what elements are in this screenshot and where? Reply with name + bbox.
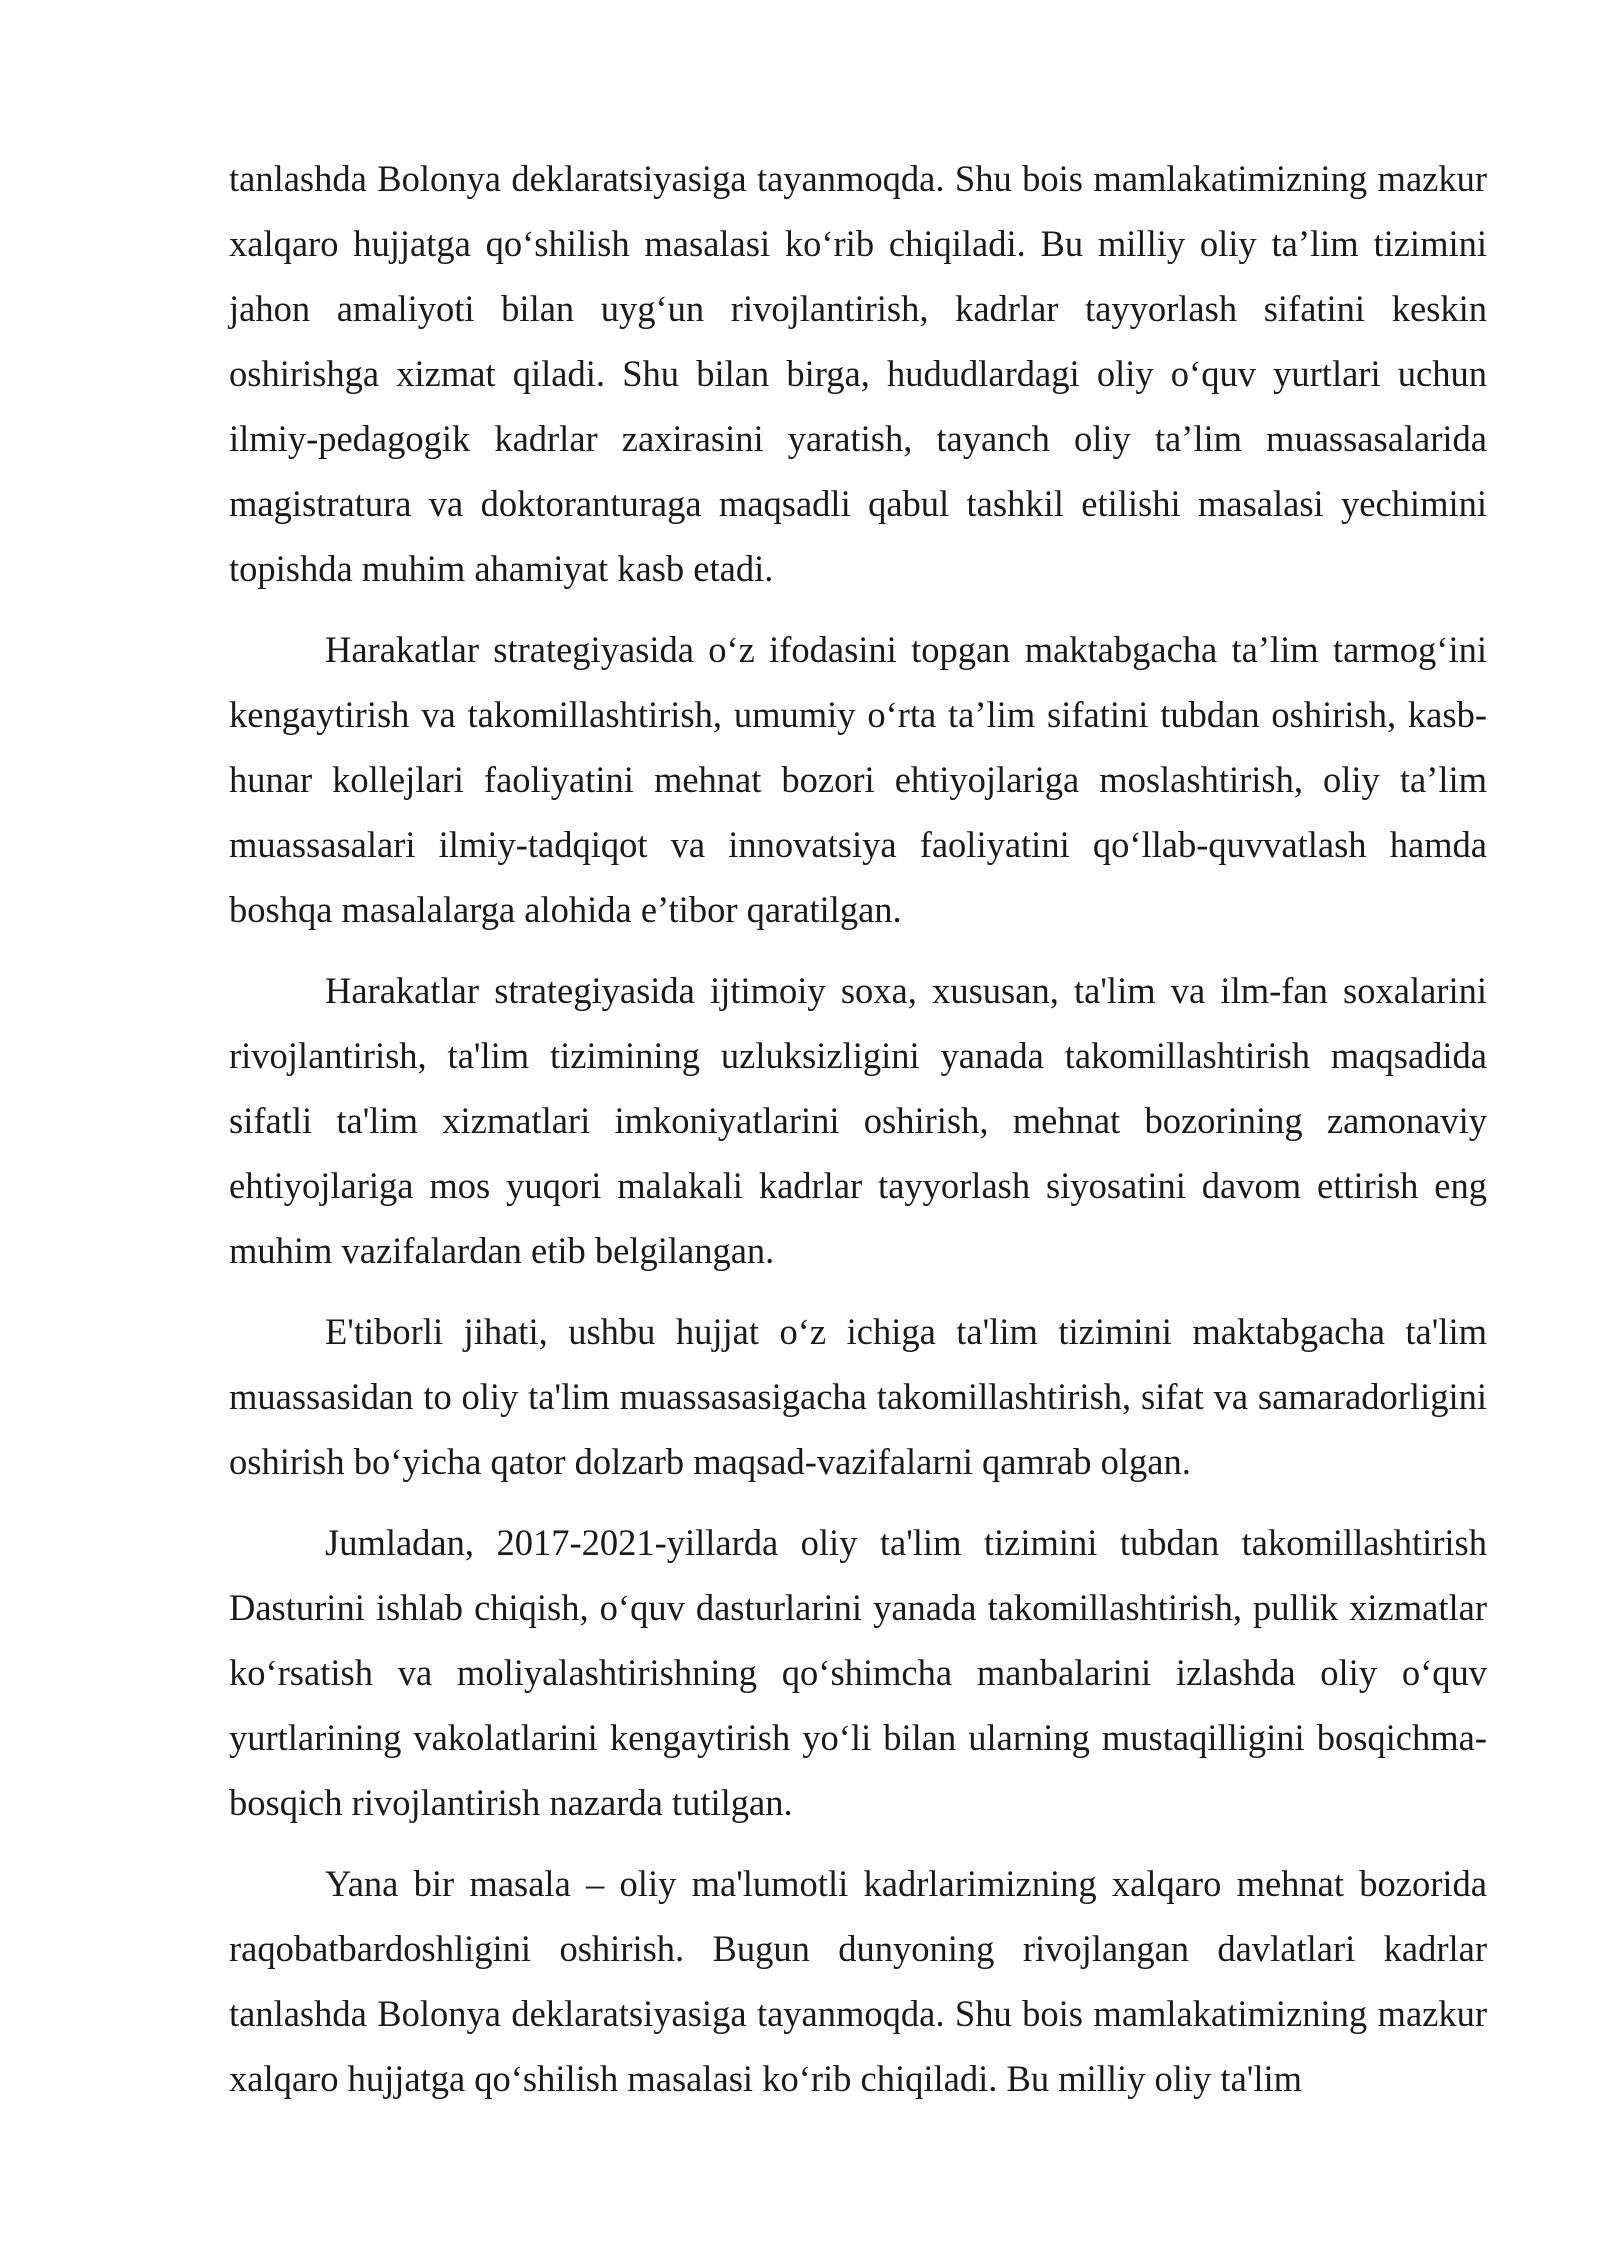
paragraph-continued: tanlashda Bolonya deklaratsiyasiga tayanmoqda. Shu bois mamlakatimizning mazkur xalqaro hujjatga qo‘shilish masalasi ko‘rib chiqiladi. Bu milliy oliy ta’lim tizimini jahon amaliyoti bilan uyg‘un rivojlantirish, kadrlar tayyorlash sifatini keskin oshirishga xizmat qiladi. Shu bilan birga, hududlardagi oliy o‘quv yurtlari uchun ilmiy-pedagogik kadrlar zaxirasini yaratish, tayanch oliy ta’lim muassasalarida magistratura va doktoranturaga maqsadli qabul tashkil etilishi masalasi yechimini topishda muhim ahamiyat kasb etadi. xyxy=(229,158,1487,589)
paragraph: Harakatlar strategiyasida ijtimoiy soxa, xususan, ta'lim va ilm-fan soxalarini rivojlantirish, ta'lim tizimining uzluksizligini yanada takomillashtirish maqsadida sifatli ta'lim xizmatlari imkoniyatlarini oshirish, mehnat bozorining zamonaviy ehtiyojlariga mos yuqori malakali kadrlar tayyorlash siyosatini davom ettirish eng muhim vazifalardan etib belgilangan. xyxy=(229,970,1487,1271)
paragraph: Harakatlar strategiyasida o‘z ifodasini topgan maktabgacha ta’lim tarmog‘ini kengaytirish va takomillashtirish, umumiy o‘rta ta’lim sifatini tubdan oshirish, kasb-hunar kollejlari faoliyatini mehnat bozori ehtiyojlariga moslashtirish, oliy ta’lim muassasalari ilmiy-tadqiqot va innovatsiya faoliyatini qo‘llab-quvvatlash hamda boshqa masalalarga alohida e’tibor qaratilgan. xyxy=(229,629,1487,930)
paragraph: Yana bir masala – oliy ma'lumotli kadrlarimizning xalqaro mehnat bozorida raqobatbardoshligini oshirish. Bugun dunyoning rivojlangan davlatlari kadrlar tanlashda Bolonya deklaratsiyasiga tayanmoqda. Shu bois mamlakatimizning mazkur xalqaro hujjatga qo‘shilish masalasi ko‘rib chiqiladi. Bu milliy oliy ta'lim xyxy=(229,1863,1487,2099)
paragraph: E'tiborli jihati, ushbu hujjat o‘z ichiga ta'lim tizimini maktabgacha ta'lim muassasidan to oliy ta'lim muassasasigacha takomillashtirish, sifat va samaradorligini oshirish bo‘yicha qator dolzarb maqsad-vazifalarni qamrab olgan. xyxy=(229,1311,1487,1482)
paragraph: Jumladan, 2017-2021-yillarda oliy ta'lim tizimini tubdan takomillashtirish Dasturini ishlab chiqish, o‘quv dasturlarini yanada takomillashtirish, pullik xizmatlar ko‘rsatish va moliyalashtirishning qo‘shimcha manbalarini izlashda oliy o‘quv yurtlarining vakolatlarini kengaytirish yo‘li bilan ularning mustaqilligini bosqichma-bosqich rivojlantirish nazarda tutilgan. xyxy=(229,1522,1487,1823)
document-body xyxy=(229,146,1487,2127)
